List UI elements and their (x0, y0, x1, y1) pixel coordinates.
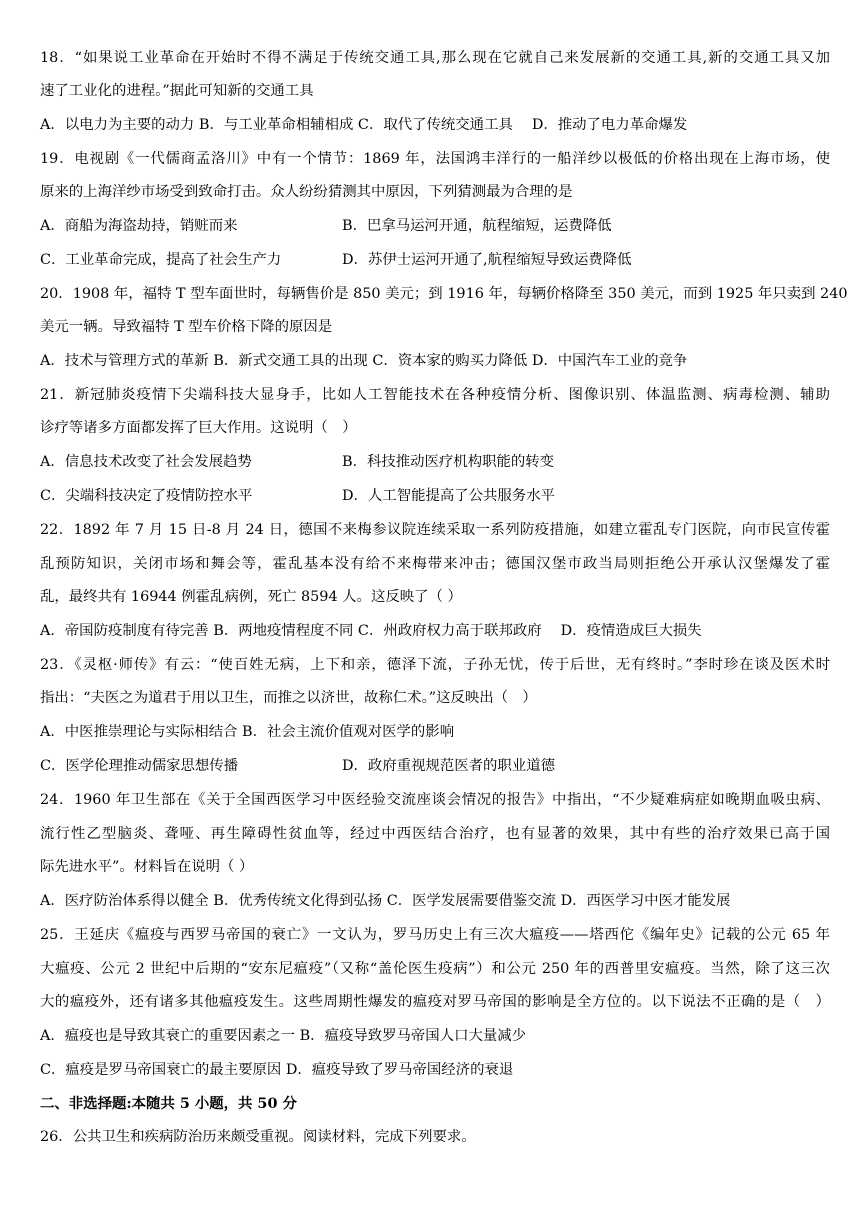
answer-option: A．商船为海盗劫持，销赃而来 (40, 218, 238, 234)
answer-options-line: A．中医推崇理论与实际相结合 B．社会主流价值观对医学的影响 (40, 724, 455, 740)
option-row (40, 483, 830, 509)
question-text-line: 大的瘟疫外，还有诸多其他瘟疫发生。这些周期性爆发的瘟疫对罗马帝国的影响是全方位的。以下说法不正确的是（ ） (40, 994, 830, 1010)
question-text-line: 18．“如果说工业革命在开始时不得不满足于传统交通工具,那么现在它就自己来发展新的交通工具,新的交通工具又加 (40, 50, 830, 66)
question-text-line: 速了工业化的进程。”据此可知新的交通工具 (40, 83, 314, 99)
question-text-line: 25．王延庆《瘟疫与西罗马帝国的衰亡》一文认为，罗马历史上有三次大瘟疫——塔西佗《编年史》记载的公元 65 年 (40, 927, 830, 943)
answer-options-line: A．以电力为主要的动力 B．与工业革命相辅相成 C．取代了传统交通工具 D．推动了电力革命爆发 (40, 117, 688, 133)
question-text-line: 24．1960 年卫生部在《关于全国西医学习中医经验交流座谈会情况的报告》中指出，“不少疑难病症如晚期血吸虫病、 (40, 792, 830, 808)
option-row (40, 213, 830, 239)
answer-option: D．政府重视规范医者的职业道德 (342, 758, 556, 774)
question-text-line: 流行性乙型脑炎、聋哑、再生障碍性贫血等，经过中西医结合治疗，也有显著的效果，其中有些的治疗效果已高于国 (40, 826, 830, 842)
answer-option: C．尖端科技决定了疫情防控水平 (40, 488, 253, 504)
question-text-line: 21．新冠肺炎疫情下尖端科技大显身手，比如人工智能技术在各种疫情分析、图像识别、体温监测、病毒检测、辅助 (40, 387, 830, 403)
answer-options-line: A．医疗防治体系得以健全 B．优秀传统文化得到弘扬 C．医学发展需要借鉴交流 D．西医学习中医才能发展 (40, 893, 731, 909)
question-text-line: 26．公共卫生和疾病防治历来颇受重视。阅读材料，完成下列要求。 (40, 1129, 476, 1145)
answer-option: B．科技推动医疗机构职能的转变 (342, 454, 555, 470)
answer-options-line: C．瘟疫是罗马帝国衰亡的最主要原因 D．瘟疫导致了罗马帝国经济的衰退 (40, 1062, 514, 1078)
question-text-line: 23．《灵枢·师传》有云：“使百姓无病，上下和亲，德泽下流，子孙无忧，传于后世，无有终时。”李时珍在谈及医术时 (40, 657, 830, 673)
answer-option: D．苏伊士运河开通了,航程缩短导致运费降低 (342, 252, 632, 268)
question-text-line: 19．电视剧《一代儒商孟洛川》中有一个情节：1869 年，法国鸿丰洋行的一船洋纱以极低的价格出现在上海市场，使 (40, 151, 830, 167)
option-row (40, 247, 830, 273)
answer-option: B．巴拿马运河开通，航程缩短，运费降低 (342, 218, 612, 234)
option-row (40, 449, 830, 475)
question-text-line: 指出：“夫医之为道君于用以卫生，而推之以济世，故称仁术。”这反映出（ ） (40, 690, 537, 706)
question-text-line: 原来的上海洋纱市场受到致命打击。众人纷纷猜测其中原因，下列猜测最为合理的是 (40, 184, 573, 200)
question-text-line: 20．1908 年，福特 T 型车面世时，每辆售价是 850 美元；到 1916 年，每辆价格降至 350 美元，而到 1925 年只卖到 240 (40, 286, 848, 302)
answer-options-line: A．帝国防疫制度有待完善 B．两地疫情程度不同 C．州政府权力高于联邦政府 D．疫情造成巨大损失 (40, 623, 702, 639)
question-text-line: 大瘟疫、公元 2 世纪中后期的“安东尼瘟疫”（又称“盖伦医生疫病”）和公元 250 年的西普里安瘟疫。当然，除了这三次 (40, 961, 830, 977)
answer-option: C．医学伦理推动儒家思想传播 (40, 758, 239, 774)
option-row (40, 753, 830, 779)
question-text-line: 诊疗等诸多方面都发挥了巨大作用。这说明（ ） (40, 420, 357, 436)
section-heading: 二、非选择题:本随共 5 小题，共 50 分 (40, 1095, 297, 1112)
answer-option: A．信息技术改变了社会发展趋势 (40, 454, 252, 470)
answer-option: C．工业革命完成，提高了社会生产力 (40, 252, 282, 268)
answer-options-line: A．技术与管理方式的革新 B．新式交通工具的出现 C．资本家的购买力降低 D．中国汽车工业的竞争 (40, 353, 688, 369)
question-text-line: 际先进水平”。材料旨在说明（ ） (40, 859, 254, 875)
question-text-line: 美元一辆。导致福特 T 型车价格下降的原因是 (40, 319, 333, 335)
question-text-line: 乱，最终共有 16944 例霍乱病例，死亡 8594 人。这反映了（ ） (40, 589, 462, 605)
question-text-line: 22．1892 年 7 月 15 日-8 月 24 日，德国不来梅参议院连续采取一系列防疫措施，如建立霍乱专门医院，向市民宣传霍 (40, 522, 830, 538)
question-text-line: 乱预防知识，关闭市场和舞会等，霍乱基本没有给不来梅带来冲击；德国汉堡市政当局则拒绝公开承认汉堡爆发了霍 (40, 556, 830, 572)
answer-option: D．人工智能提高了公共服务水平 (342, 488, 556, 504)
answer-options-line: A．瘟疫也是导致其衰亡的重要因素之一 B．瘟疫导致罗马帝国人口大量减少 (40, 1028, 527, 1044)
